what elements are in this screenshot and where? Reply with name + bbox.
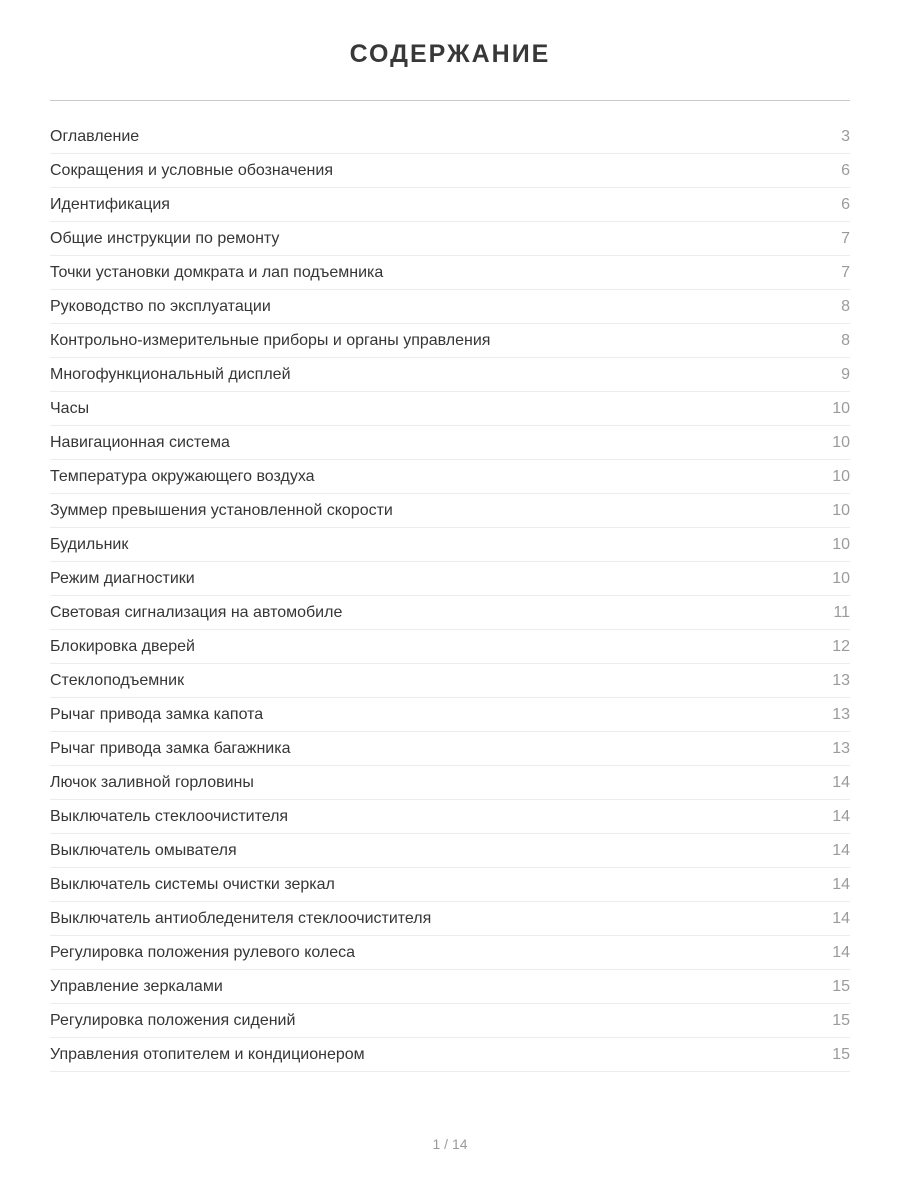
toc-entry[interactable]	[50, 392, 850, 426]
toc-entry[interactable]	[50, 698, 850, 732]
toc-entry-label: Рычаг привода замка капота	[50, 705, 264, 723]
toc-entry-label: Выключатель омывателя	[50, 841, 237, 859]
toc-entry[interactable]	[50, 732, 850, 766]
toc-entry-label: Оглавление	[50, 127, 140, 145]
toc-entry-page-number: 10	[832, 535, 850, 553]
toc-entry-page-number: 15	[832, 977, 850, 995]
toc-entry[interactable]	[50, 834, 850, 868]
toc-entry-label: Общие инструкции по ремонту	[50, 229, 280, 247]
toc-entry-page-number: 10	[832, 569, 850, 587]
toc-entry-page-number: 8	[841, 331, 850, 349]
toc-entry-page-number: 14	[832, 841, 850, 859]
toc-entry[interactable]	[50, 120, 850, 154]
toc-entry-label: Управление зеркалами	[50, 977, 223, 995]
toc-entry[interactable]	[50, 936, 850, 970]
toc-entry-label: Зуммер превышения установленной скорости	[50, 501, 393, 519]
toc-entry[interactable]	[50, 460, 850, 494]
toc-entry-label: Идентификация	[50, 195, 170, 213]
toc-entry-page-number: 14	[832, 807, 850, 825]
toc-entry-label: Часы	[50, 399, 90, 417]
toc-entry-label: Управления отопителем и кондиционером	[50, 1045, 365, 1063]
toc-entry[interactable]	[50, 664, 850, 698]
toc-entry-label: Температура окружающего воздуха	[50, 467, 315, 485]
toc-entry[interactable]	[50, 494, 850, 528]
toc-entry[interactable]	[50, 188, 850, 222]
toc-entry-page-number: 8	[841, 297, 850, 315]
toc-entry-label: Рычаг привода замка багажника	[50, 739, 291, 757]
toc-entry[interactable]	[50, 222, 850, 256]
page-number-footer: 1 / 14	[432, 1136, 468, 1152]
toc-entry-page-number: 13	[832, 671, 850, 689]
toc-entry[interactable]	[50, 290, 850, 324]
toc-entry[interactable]	[50, 970, 850, 1004]
toc-entry[interactable]	[50, 562, 850, 596]
toc-entry-page-number: 6	[841, 161, 850, 179]
toc-entry-label: Руководство по эксплуатации	[50, 297, 271, 315]
toc-entry[interactable]	[50, 1038, 850, 1072]
toc-entry-page-number: 6	[841, 195, 850, 213]
title-divider	[50, 100, 850, 101]
toc-entry-label: Режим диагностики	[50, 569, 195, 587]
toc-entry-page-number: 13	[832, 739, 850, 757]
toc-entry-page-number: 10	[832, 501, 850, 519]
toc-entry-page-number: 15	[832, 1011, 850, 1029]
toc-entry-label: Регулировка положения рулевого колеса	[50, 943, 356, 961]
toc-entry-page-number: 3	[841, 127, 850, 145]
toc-entry-label: Выключатель стеклоочистителя	[50, 807, 289, 825]
toc-entry-label: Выключатель антиобледенителя стеклоочистителя	[50, 909, 432, 927]
toc-entry[interactable]	[50, 800, 850, 834]
page-title: СОДЕРЖАНИЕ	[349, 40, 551, 68]
toc-entry-label: Многофункциональный дисплей	[50, 365, 291, 383]
toc-entry[interactable]	[50, 868, 850, 902]
toc-entry-label: Будильник	[50, 535, 129, 553]
toc-entry-label: Стеклоподъемник	[50, 671, 185, 689]
toc-entry-label: Регулировка положения сидений	[50, 1011, 296, 1029]
toc-entry[interactable]	[50, 256, 850, 290]
toc-entry-page-number: 11	[833, 603, 850, 621]
toc-entry-label: Контрольно-измерительные приборы и органы управления	[50, 331, 491, 349]
toc-entry-page-number: 10	[832, 467, 850, 485]
toc-entry-page-number: 9	[841, 365, 850, 383]
toc-entry-label: Навигационная система	[50, 433, 230, 451]
toc-entry-page-number: 7	[841, 263, 850, 281]
toc-entry-page-number: 14	[832, 875, 850, 893]
toc-entry-label: Точки установки домкрата и лап подъемника	[50, 263, 384, 281]
toc-entry-label: Выключатель системы очистки зеркал	[50, 875, 335, 893]
toc-entry-label: Сокращения и условные обозначения	[50, 161, 333, 179]
toc-entry[interactable]	[50, 358, 850, 392]
toc-entry-page-number: 14	[832, 943, 850, 961]
toc-entry-page-number: 12	[832, 637, 850, 655]
toc-entry-page-number: 15	[832, 1045, 850, 1063]
toc-entry-page-number: 13	[832, 705, 850, 723]
toc-entry[interactable]	[50, 902, 850, 936]
toc-entry[interactable]	[50, 426, 850, 460]
toc-entry[interactable]	[50, 596, 850, 630]
toc-entry[interactable]	[50, 766, 850, 800]
toc-entry-label: Световая сигнализация на автомобиле	[50, 603, 343, 621]
toc-entry-page-number: 14	[832, 909, 850, 927]
toc-entry-label: Лючок заливной горловины	[50, 773, 254, 791]
toc-entry-label: Блокировка дверей	[50, 637, 195, 655]
toc-entry[interactable]	[50, 324, 850, 358]
toc-entry[interactable]	[50, 630, 850, 664]
toc-entry[interactable]	[50, 154, 850, 188]
toc-entry[interactable]	[50, 1004, 850, 1038]
toc-entry[interactable]	[50, 528, 850, 562]
toc-entry-page-number: 10	[832, 399, 850, 417]
toc-list	[50, 120, 850, 1072]
toc-entry-page-number: 7	[841, 229, 850, 247]
toc-entry-page-number: 14	[832, 773, 850, 791]
toc-entry-page-number: 10	[832, 433, 850, 451]
